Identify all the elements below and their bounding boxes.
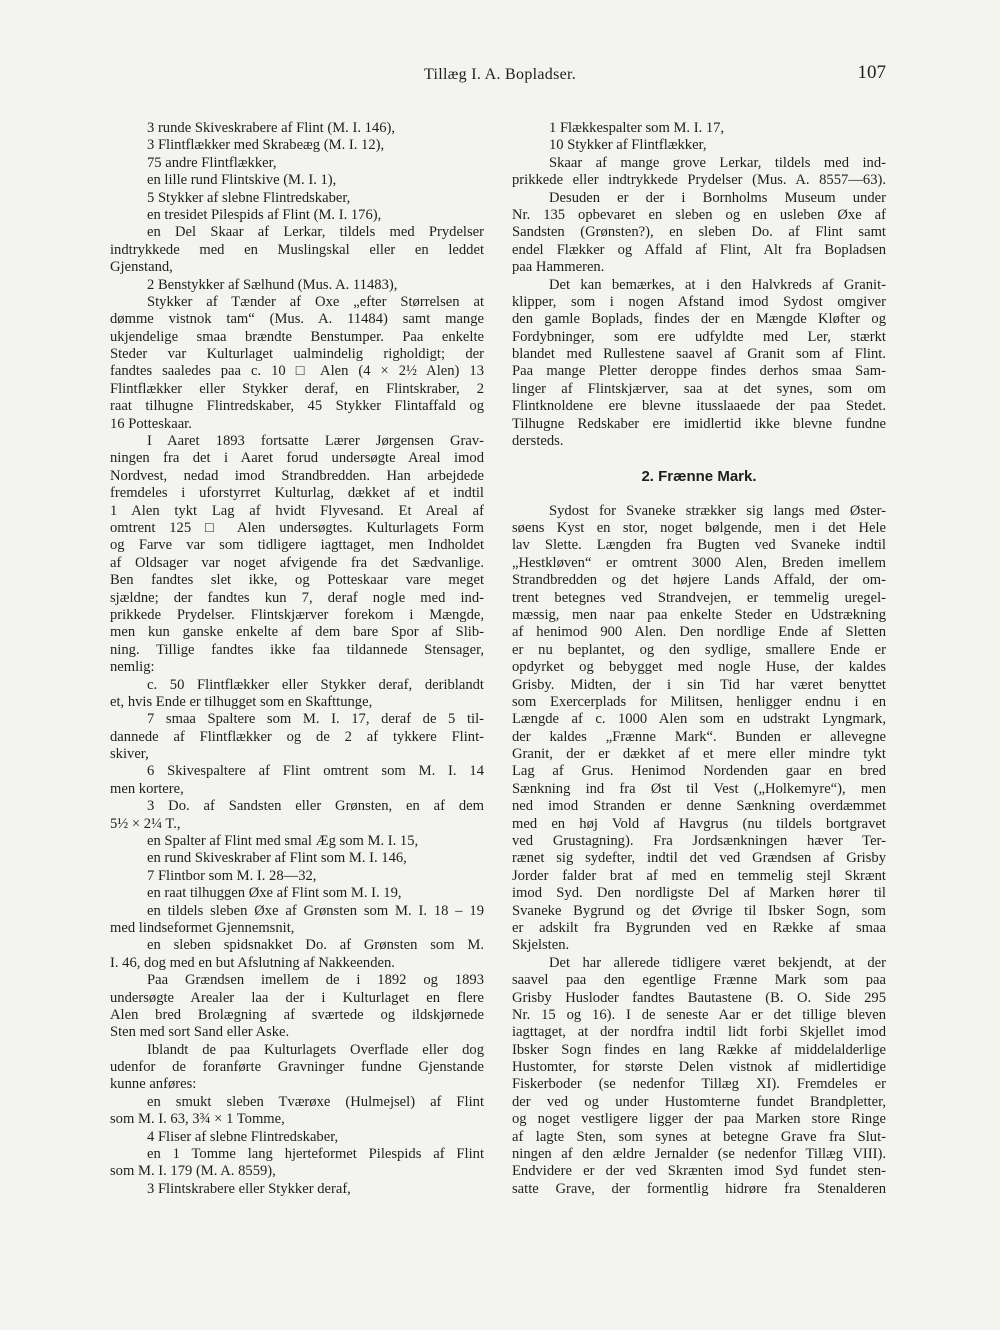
text-line: Ibsker Sogn findes en lang Række af middelalderlige — [512, 1041, 886, 1058]
text-line: 3 runde Skiveskrabere af Flint (M. I. 146), — [147, 120, 396, 136]
text-line: dannede af Flintflækker og de 2 af tykkere Flint- — [110, 728, 484, 745]
text-line: Sandsten (Grønsten?), en sleben Do. af Flint samt — [512, 224, 886, 241]
text-line: Stykker af Tænder af Oxe „efter Størrelsen at — [147, 293, 484, 310]
text-line: men kun ganske enkelte af dem bare Spor af Slib- — [110, 624, 484, 641]
text-line: Sænkning ind fra Øst til Vest („Holkemyre“), men — [512, 780, 886, 797]
spacer — [512, 450, 886, 467]
text-line: som Exercerplads for Militsen, henligger endnu i en — [512, 693, 886, 710]
text-line: og noget vestligere ligger der paa Marken store Ringe — [512, 1111, 886, 1128]
text-line: ningen af den ældre Jernalder (se nedenfor Tillæg VIII). — [512, 1146, 886, 1163]
text-line: ved Grustagning). Fra Jordsænkningen hæver Ter- — [512, 833, 886, 850]
text-line: nemlig: — [110, 659, 155, 676]
text-line: ning. Tillige fandtes ikke faa tildannede Stensager, — [110, 641, 484, 658]
text-line: saavel paa den egentlige Frænne Mark som paa — [512, 972, 886, 989]
running-header — [110, 62, 890, 92]
text-line: Sydost for Svaneke strækker sig langs med Øster- — [549, 502, 886, 519]
text-line: er adskilt fra Bygrunden ved en Række af smaa — [512, 919, 886, 936]
text-line: en smukt sleben Tværøxe (Hulmejsel) af Flint — [147, 1093, 484, 1110]
text-line: Svaneke Bygrund og det Øvrige til Ibsker Sogn, som — [512, 902, 886, 919]
text-line: Flintknoldene ere blevne itusslaaede der paa Stedet. — [512, 398, 886, 415]
text-line: Fordybninger, som ere udfyldte med Ler, stærkt — [512, 328, 886, 345]
text-line: endel Flækker og Affald af Flint, Alt fra Bopladsen — [512, 241, 886, 258]
page-number: 107 — [857, 62, 886, 83]
text-line: Det kan bemærkes, at i den Halvkreds af Granit- — [549, 276, 886, 293]
text-line: 5½ × 2¼ T., — [110, 815, 181, 832]
text-line: fremdeles i uforstyrret Kulturlag, dækket af et indtil — [110, 485, 484, 502]
text-line: opdyrket og bebygget med nogle Huse, der kaldes — [512, 659, 886, 676]
text-line: trent betegnes ved Strandvejen, er temmelig uregel- — [512, 589, 886, 606]
text-line: omtrent 125 □ Alen undersøgtes. Kulturlagets Form — [110, 519, 484, 536]
text-line: er nu beplantet, og den sydlige, smallere Ende er — [512, 641, 886, 658]
text-line: dersteds. — [512, 433, 564, 450]
text-line: ningen fra det i Aaret forud undersøgte Areal imod — [110, 450, 484, 467]
text-line: Jorder falder brat af med en temmelig stejl Skrænt — [512, 867, 886, 884]
text-line: c. 50 Flintflækker eller Stykker deraf, deriblandt — [147, 676, 484, 693]
text-line: skiver, — [110, 746, 149, 763]
text-line: 1 Alen tykt Lag af hvidt Flyvesand. Et Areal af — [110, 502, 484, 519]
text-line: sjældne; der fandtes kun 7, deraf nogle med ind- — [110, 589, 484, 606]
text-line: 7 Flintbor som M. I. 28—32, — [147, 867, 317, 884]
text-line: men kortere, — [110, 780, 184, 797]
text-line: en tildels sleben Øxe af Grønsten som M. I. 18 – 19 — [147, 902, 484, 919]
text-line: undersøgte Arealer laa der i Kulturlaget en flere — [110, 989, 484, 1006]
text-line: linger af Flintskjærver, saa at det synes, som om — [512, 380, 886, 397]
text-line: 3 Flintflækker med Skrabeæg (M. I. 12), — [147, 137, 385, 154]
text-line: Desuden er der i Bornholms Museum under — [549, 189, 886, 206]
text-line: Skjelsten. — [512, 937, 570, 954]
text-line: et, hvis Ende er tilhugget som en Skafttunge, — [110, 693, 373, 710]
text-line: Flintflækker eller Stykker deraf, en Flintskraber, 2 — [110, 380, 484, 397]
text-line: en Spalter af Flint med smal Æg som M. I. 15, — [147, 833, 419, 850]
text-line: indtrykkede med en Muslingskal eller en leddet — [110, 241, 484, 258]
text-line: 4 Fliser af slebne Flintredskaber, — [147, 1128, 339, 1145]
spacer — [512, 485, 886, 502]
text-line: af Oldsager var noget afvigende fra det Sædvanlige. — [110, 554, 484, 571]
text-line: Iblandt de paa Kulturlagets Overflade eller dog — [147, 1041, 484, 1058]
text-line: fandtes saaledes paa c. 10 □ Alen (4 × 2½ Alen) 13 — [110, 363, 484, 380]
text-line: prikkede Prydelser. Flintskjærver forekom i Mængde, — [110, 606, 484, 623]
text-line: Sten med sort Sand eller Aske. — [110, 1024, 290, 1041]
text-line: Ben fandtes slet ikke, og Potteskaar vare meget — [110, 572, 484, 589]
text-line: der kaldes „Frænne Mark“. Bunden er allevegne — [512, 728, 886, 745]
text-line: en lille rund Flintskive (M. I. 1), — [147, 172, 337, 189]
text-line: 5 Stykker af slebne Flintredskaber, — [147, 189, 351, 206]
text-line: Gjenstand, — [110, 259, 173, 276]
text-line: klipper, som i nogen Afstand imod Sydost omgiver — [512, 293, 886, 310]
text-line: Endvidere er der ved Skrænten imod Syd fundet sten- — [512, 1163, 886, 1180]
text-line: dømme vistnok tam“ (Mus. A. 11484) samt mange — [110, 311, 484, 328]
text-line: Paa mange Pletter deroppe findes derhos smaa Sam- — [512, 363, 886, 380]
text-line: søens Kyst en stor, noget bølgende, men i det Hele — [512, 519, 886, 536]
text-line: „Hestkløven“ er omtrent 3000 Alen, Breden imellem — [512, 554, 886, 571]
text-line: en rund Skiveskraber af Flint som M. I. 146, — [147, 850, 407, 867]
text-line: Lag af Grus. Henimod Nordenden gaar en bred — [512, 763, 886, 780]
text-line: som M. I. 63, 3¾ × 1 Tomme, — [110, 1111, 285, 1128]
text-line: mæssig, men naar paa enkelte Steder en Udstrækning — [512, 606, 886, 623]
text-line: af henimod 900 Alen. Den nordlige Ende af Sletten — [512, 624, 886, 641]
text-line: med en høj Vold af Havgrus (nu tildels bortgravet — [512, 815, 886, 832]
text-line: I. 46, dog med en but Afslutning af Nakkeenden. — [110, 954, 395, 971]
right-text-column — [512, 120, 886, 1198]
text-line: ned imod Stranden er denne Sænkning overdæmmet — [512, 798, 886, 815]
text-line: 2 Benstykker af Sælhund (Mus. A. 11483), — [147, 276, 398, 293]
text-line: 7 smaa Spaltere som M. I. 17, deraf de 5 til- — [147, 711, 484, 728]
text-line: Alen bred Brolægning af sværtede og ildskjørnede — [110, 1006, 484, 1023]
text-line: Nr. 15 og 16). I de seneste Aar er det tillige bleven — [512, 1006, 886, 1023]
text-line: med lindseformet Gjennemsnit, — [110, 919, 295, 936]
text-line: 10 Stykker af Flintflækker, — [549, 137, 707, 154]
text-line: ukjendelige smaa brændte Benstumper. Paa enkelte — [110, 328, 484, 345]
text-line: Granit, der er dækket af et mere eller mindre tykt — [512, 746, 886, 763]
text-line: Nr. 135 opbevaret en sleben og en usleben Øxe af — [512, 206, 886, 223]
text-line: 16 Potteskaar. — [110, 415, 192, 432]
text-line: Skaar af mange grove Lerkar, tildels med ind- — [549, 154, 886, 171]
text-line: Det har allerede tidligere været bekjendt, at der — [549, 954, 886, 971]
text-line: blandet med Rullestene saavel af Granit som af Flint. — [512, 346, 886, 363]
text-line: imod Syd. Den nordligste Del af Marken hører til — [512, 885, 886, 902]
text-line: 3 Flintskrabere eller Stykker deraf, — [147, 1180, 351, 1197]
text-line: Nordvest, nedad imod Strandbredden. Han arbejdede — [110, 467, 484, 484]
text-line: Hustomter, for største Delen vistnok af midlertidige — [512, 1059, 886, 1076]
text-line: lav Slette. Længden fra Bugten ved Svaneke indtil — [512, 537, 886, 554]
text-line: kunne anføres: — [110, 1076, 197, 1093]
left-text-column — [110, 120, 484, 1198]
text-line: prikkede eller indtrykkede Prydelser (Mus. A. 8557—63). — [512, 172, 886, 189]
text-line: Strandbredden og det højere Lands Affald, der om- — [512, 572, 886, 589]
text-line: rænet sig sydefter, indtil det ved Grændsen af Grisby — [512, 850, 886, 867]
text-line: Steder var Kulturlaget ualmindelig righoldigt; der — [110, 346, 484, 363]
text-line: udenfor de foranførte Gravninger fundne Gjenstande — [110, 1059, 484, 1076]
section-heading: 2. Frænne Mark. — [641, 467, 757, 485]
text-line: iagttaget, at der nordfra indtil lidt forbi Skjellet imod — [512, 1024, 886, 1041]
text-line: en sleben spidsnakket Do. af Grønsten som M. — [147, 937, 484, 954]
text-line: satte Grave, der formentlig hidrøre fra Stenalderen — [512, 1180, 886, 1197]
text-line: raat tilhugne Flintredskaber, 45 Stykker Flintaffald og — [110, 398, 484, 415]
text-line: en tresidet Pilespids af Flint (M. I. 176), — [147, 206, 382, 223]
text-line: en raat tilhuggen Øxe af Flint som M. I. 19, — [147, 885, 402, 902]
text-line: der ved og under Hustomterne fundet Brandpletter, — [512, 1093, 886, 1110]
text-line: og Farve var som tidligere iagttaget, men Indholdet — [110, 537, 484, 554]
text-line: som M. I. 179 (M. A. 8559), — [110, 1163, 276, 1180]
text-line: en 1 Tomme lang hjerteformet Pilespids af Flint — [147, 1146, 484, 1163]
text-line: af lagte Sten, som synes at betegne Grave fra Slut- — [512, 1128, 886, 1145]
text-line: en Del Skaar af Lerkar, tildels med Prydelser — [147, 224, 484, 241]
text-line: paa Hammeren. — [512, 259, 605, 276]
text-line: den gamle Boplads, findes der en Mængde Kløfter og — [512, 311, 886, 328]
text-line: Grisby Husloder fandtes Bautastene (B. O. Side 295 — [512, 989, 886, 1006]
text-line: 3 Do. af Sandsten eller Grønsten, en af dem — [147, 798, 484, 815]
text-line: I Aaret 1893 fortsatte Lærer Jørgensen Grav- — [147, 433, 484, 450]
text-line: 1 Flækkespalter som M. I. 17, — [549, 120, 725, 136]
running-title: Tillæg I. A. Bopladser. — [423, 66, 577, 83]
text-line: Grisby. Midten, der i sin Tid har været benyttet — [512, 676, 886, 693]
text-line: Tilhugne Redskaber ere imidlertid ikke blevne fundne — [512, 415, 886, 432]
text-line: Paa Grændsen imellem de i 1892 og 1893 — [147, 972, 484, 989]
text-line: 75 andre Flintflækker, — [147, 154, 277, 171]
text-line: Fiskerboder (se nedenfor Tillæg XI). Fremdeles er — [512, 1076, 886, 1093]
text-line: Længde af c. 1000 Alen som en udstrakt Lyngmark, — [512, 711, 886, 728]
text-line: 6 Skivespaltere af Flint omtrent som M. I. 14 — [147, 763, 484, 780]
